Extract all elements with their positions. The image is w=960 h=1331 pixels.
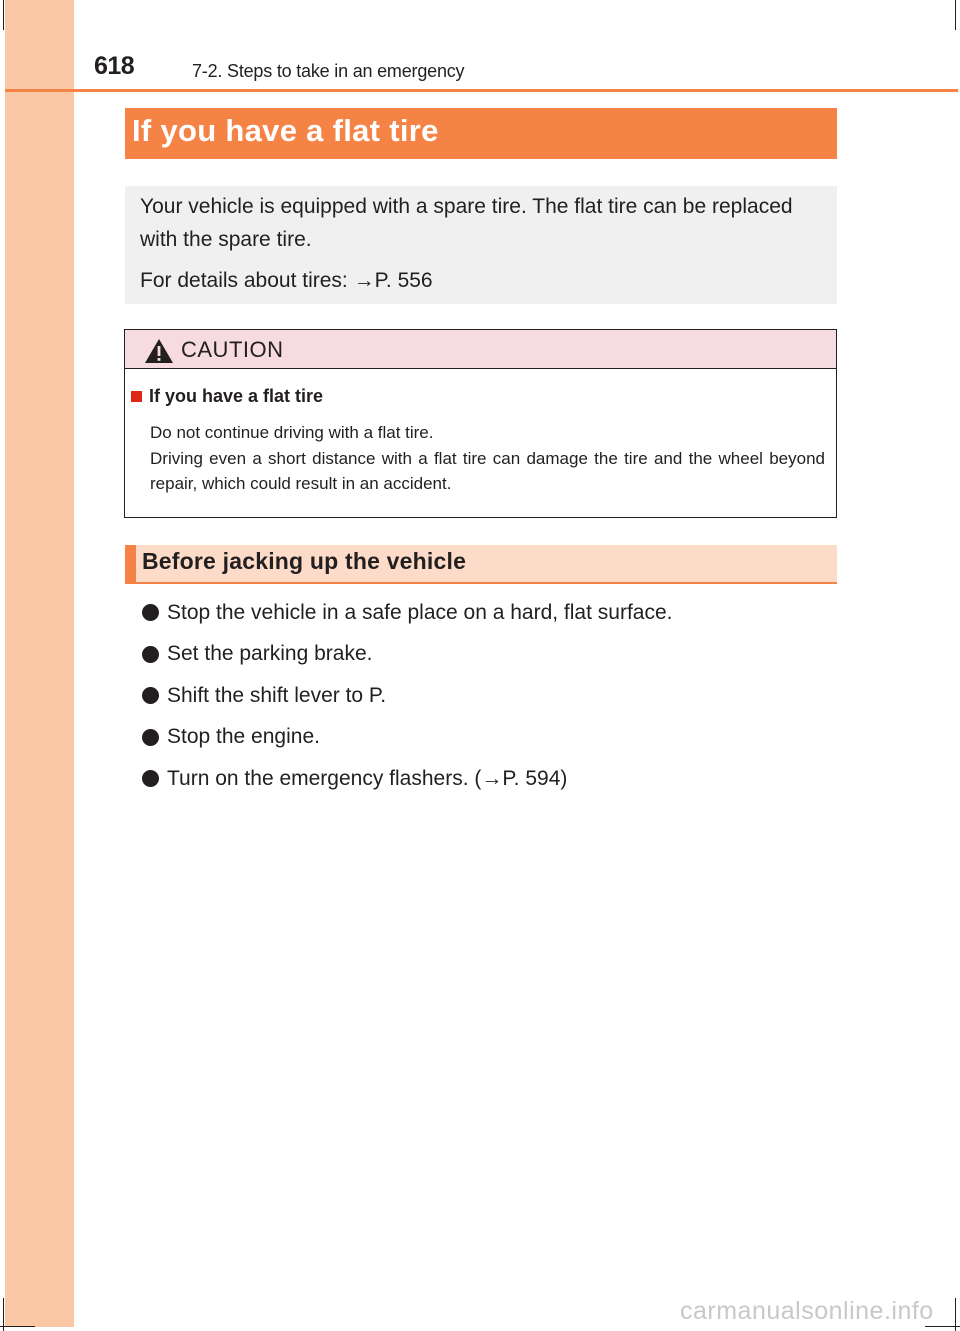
side-band	[5, 0, 74, 1327]
list-item-text: Stop the engine.	[167, 725, 320, 749]
bullet-icon	[142, 770, 159, 787]
list-item	[142, 717, 672, 759]
intro-text: Your vehicle is equipped with a spare tire. The flat tire can be replaced with the spare tire.	[140, 195, 793, 251]
list-item-text: Set the parking brake.	[167, 642, 373, 666]
list-item-text: Stop the vehicle in a safe place on a hard, flat surface.	[167, 600, 673, 624]
caution-subheading	[131, 386, 323, 407]
page-title: If you have a flat tire	[125, 108, 837, 159]
caution-subheading-text: If you have a flat tire	[149, 386, 324, 406]
intro-box	[125, 186, 837, 304]
bullet-icon	[142, 604, 159, 621]
bullet-icon	[142, 687, 159, 704]
caution-box	[124, 329, 837, 518]
list-item[interactable]	[142, 758, 672, 800]
tire-reference-link[interactable]: For details about tires: →P. 556	[140, 269, 433, 292]
list-item-text[interactable]: Turn on the emergency flashers. (→P. 594)	[167, 766, 568, 790]
crop-mark	[0, 1326, 35, 1327]
warning-triangle-icon	[144, 338, 174, 364]
caution-header	[125, 330, 836, 369]
caution-line: Do not continue driving with a flat tire.	[150, 423, 434, 442]
watermark: carmanualsonline.info	[680, 1297, 934, 1325]
caution-title: CAUTION	[181, 337, 284, 362]
header-rule	[5, 89, 958, 92]
list-item	[142, 634, 672, 676]
red-square-icon	[131, 391, 142, 402]
list-item-text: Shift the shift lever to P.	[167, 683, 387, 707]
section-header: 7-2. Steps to take in an emergency	[192, 61, 465, 81]
page-number: 618	[94, 52, 135, 80]
crop-mark	[925, 1326, 960, 1327]
section-heading-bar	[125, 545, 837, 584]
bullet-icon	[142, 646, 159, 663]
list-item	[142, 592, 672, 634]
caution-body	[150, 420, 825, 497]
caution-line: Driving even a short distance with a flat tire can damage the tire and the wheel beyond repair, which could result in an accident.	[150, 448, 825, 493]
crop-mark	[955, 0, 956, 30]
section-heading: Before jacking up the vehicle	[142, 548, 467, 574]
list-item	[142, 675, 672, 717]
crop-mark	[3, 0, 4, 30]
heading-accent	[125, 545, 136, 582]
bullet-list	[142, 592, 672, 800]
bullet-icon	[142, 729, 159, 746]
